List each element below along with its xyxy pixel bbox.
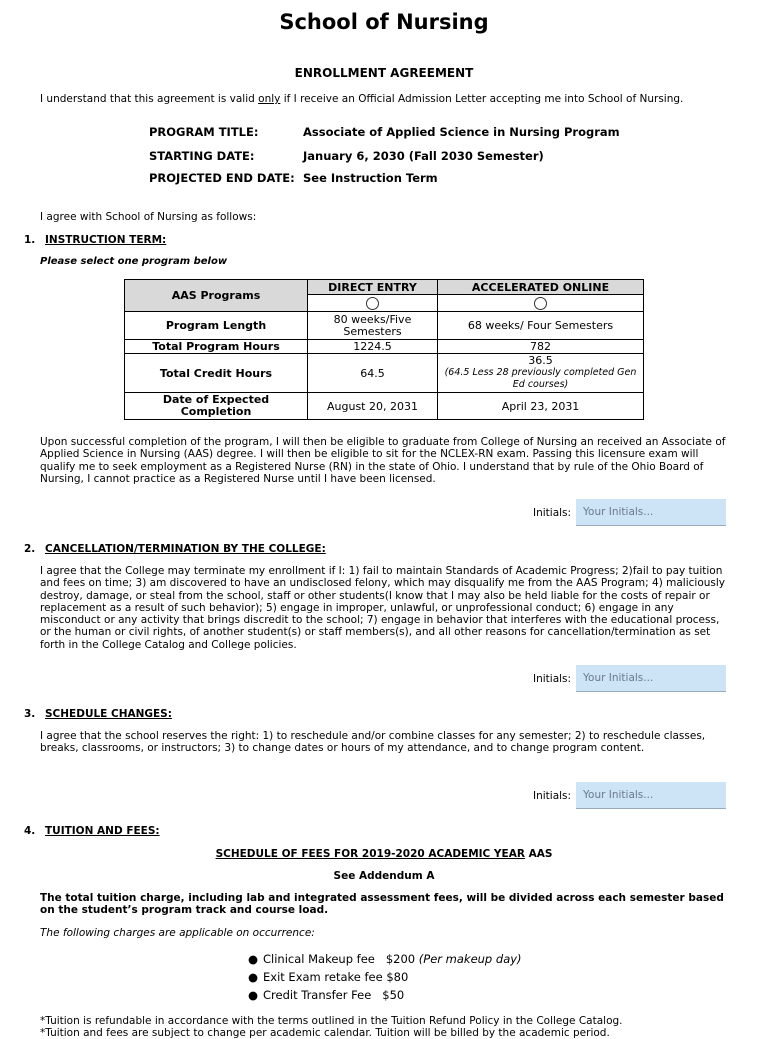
fee-name: Credit Transfer Fee bbox=[263, 988, 372, 1002]
direct-entry-credit-hours: 64.5 bbox=[308, 354, 438, 393]
section-3-paragraph: I agree that the school reserves the right: 1) to reschedule and/or combine classes for any semester; 2) to reschedule classes, breaks, classrooms, or instructors; 3) to change dates or hours of my attendance, and to change program content. bbox=[40, 730, 706, 755]
accelerated-online-header: ACCELERATED ONLINE bbox=[438, 280, 644, 295]
occurrence-charges-intro: The following charges are applicable on occurrence: bbox=[40, 927, 315, 939]
table-row bbox=[125, 312, 644, 340]
agreement-intro: I agree with School of Nursing as follows: bbox=[40, 211, 257, 223]
row-label-program-hours: Total Program Hours bbox=[125, 340, 308, 354]
direct-entry-program-length: 80 weeks/Five Semesters bbox=[308, 312, 438, 340]
direct-entry-program-hours: 1224.5 bbox=[308, 340, 438, 354]
direct-entry-radio-cell bbox=[308, 295, 438, 312]
accelerated-program-length: 68 weeks/ Four Semesters bbox=[438, 312, 644, 340]
starting-date-value: January 6, 2030 (Fall 2030 Semester) bbox=[303, 149, 544, 163]
program-select-instruction: Please select one program below bbox=[40, 256, 228, 267]
table-row bbox=[125, 354, 644, 393]
section-1-title: INSTRUCTION TERM: bbox=[45, 234, 167, 246]
fee-amount: $80 bbox=[386, 970, 409, 984]
section-4-number: 4. bbox=[24, 825, 36, 837]
fee-amount: $200 bbox=[385, 952, 416, 966]
section-3-number: 3. bbox=[24, 708, 36, 720]
accelerated-online-radio-cell bbox=[438, 295, 644, 312]
direct-entry-header: DIRECT ENTRY bbox=[308, 280, 438, 295]
section-4-title: TUITION AND FEES: bbox=[45, 825, 160, 837]
fee-schedule-title: SCHEDULE OF FEES FOR 2019-2020 ACADEMIC YEAR bbox=[215, 848, 525, 860]
accelerated-program-hours: 782 bbox=[438, 340, 644, 354]
accelerated-credit-note: (64.5 Less 28 previously completed Gen Ed courses) bbox=[444, 367, 637, 390]
fee-schedule-suffix: AAS bbox=[524, 848, 553, 860]
validity-text-start: I understand that this agreement is valid bbox=[40, 93, 259, 105]
billing-footnote: *Tuition and fees are subject to change per academic calendar. Tuition will be billed by the academic period. bbox=[40, 1027, 610, 1039]
validity-text-end: if I receive an Official Admission Letter accepting me into School of Nursing. bbox=[280, 93, 684, 105]
direct-entry-completion-date: August 20, 2031 bbox=[308, 393, 438, 420]
program-table bbox=[124, 279, 644, 420]
section-2-paragraph: I agree that the College may terminate my enrollment if I: 1) fail to maintain Standards of Academic Progress; 2)fail to pay tuition and fees on time; 3) am discovered to have an undisclosed felony, which may disqualify me from the AAS Program; 4) maliciously destroy, damage, or steal from the school, staff or other students(I know that I may also be held liable for the costs of repair or replacement as a result of such behavior); 5) engage in improper, unlawful, or unprofessional conduct; 6) engage in any misconduct or any activity that brings discredit to the school; 7) engage in behavior that interferes with the educational process, or the human or civil rights, of another student(s) or staff members(s), and all other reasons for cancellation/termination as set forth in the College Catalog and College policies. bbox=[40, 565, 726, 651]
row-label-program-length: Program Length bbox=[125, 312, 308, 340]
refund-footnote: *Tuition is refundable in accordance with the terms outlined in the Tuition Refund Policy in the College Catalog. bbox=[40, 1015, 623, 1027]
fee-name: Clinical Makeup fee bbox=[263, 952, 375, 966]
list-item bbox=[248, 986, 522, 1004]
accelerated-completion-date: April 23, 2031 bbox=[438, 393, 644, 420]
fee-amount: $50 bbox=[382, 988, 405, 1002]
end-date-label: PROJECTED END DATE: bbox=[149, 171, 295, 185]
table-row bbox=[125, 340, 644, 354]
fee-note: (Per makeup day) bbox=[418, 952, 522, 966]
row-label-credit-hours: Total Credit Hours bbox=[125, 354, 308, 393]
document-subtitle: ENROLLMENT AGREEMENT bbox=[294, 66, 474, 80]
accelerated-credit-hours: 36.5 bbox=[528, 354, 553, 367]
section-1-number: 1. bbox=[24, 234, 36, 246]
validity-statement bbox=[40, 93, 683, 105]
total-charge-text: The total tuition charge, including lab and integrated assessment fees, will be divided across each semester based on the student’s program track and course load. bbox=[40, 892, 724, 917]
validity-emphasis: only bbox=[258, 93, 281, 105]
section-3-title: SCHEDULE CHANGES: bbox=[45, 708, 172, 720]
list-item bbox=[248, 968, 522, 986]
end-date-value: See Instruction Term bbox=[303, 171, 438, 185]
bullet-icon: ● bbox=[248, 952, 259, 966]
bullet-icon: ● bbox=[248, 970, 259, 984]
initials-input-2[interactable] bbox=[576, 665, 726, 692]
fee-list bbox=[248, 950, 522, 1004]
addendum-reference: See Addendum A bbox=[333, 870, 435, 882]
direct-entry-radio[interactable] bbox=[366, 297, 379, 310]
fee-schedule-heading bbox=[0, 848, 768, 860]
section-2-number: 2. bbox=[24, 543, 36, 555]
accelerated-credit-hours-cell bbox=[438, 354, 644, 393]
section-2-title: CANCELLATION/TERMINATION BY THE COLLEGE: bbox=[45, 543, 326, 555]
list-item bbox=[248, 950, 522, 968]
table-corner-header: AAS Programs bbox=[125, 280, 308, 312]
initials-label-3: Initials: bbox=[533, 790, 572, 802]
initials-label-2: Initials: bbox=[533, 673, 572, 685]
page-title: School of Nursing bbox=[279, 10, 489, 34]
fee-name: Exit Exam retake fee bbox=[263, 970, 383, 984]
program-title-value: Associate of Applied Science in Nursing Program bbox=[303, 125, 620, 139]
table-row bbox=[125, 393, 644, 420]
initials-input-3[interactable] bbox=[576, 782, 726, 809]
initials-label-1: Initials: bbox=[533, 507, 572, 519]
accelerated-online-radio[interactable] bbox=[534, 297, 547, 310]
program-title-label: PROGRAM TITLE: bbox=[149, 125, 259, 139]
starting-date-label: STARTING DATE: bbox=[149, 149, 255, 163]
row-label-completion-date: Date of Expected Completion bbox=[125, 393, 308, 420]
bullet-icon: ● bbox=[248, 988, 259, 1002]
initials-input-1[interactable] bbox=[576, 499, 726, 526]
section-1-paragraph: Upon successful completion of the program, I will then be eligible to graduate from College of Nursing an received an Associate of Applied Science in Nursing (AAS) degree. I will then be eligible to sit for the NCLEX-RN exam. Passing this licensure exam will qualify me to seek employment as a Registered Nurse (RN) in the state of Ohio. I understand that by rule of the Ohio Board of Nursing, I cannot practice as a Registered Nurse until I have been licensed. bbox=[40, 436, 726, 485]
